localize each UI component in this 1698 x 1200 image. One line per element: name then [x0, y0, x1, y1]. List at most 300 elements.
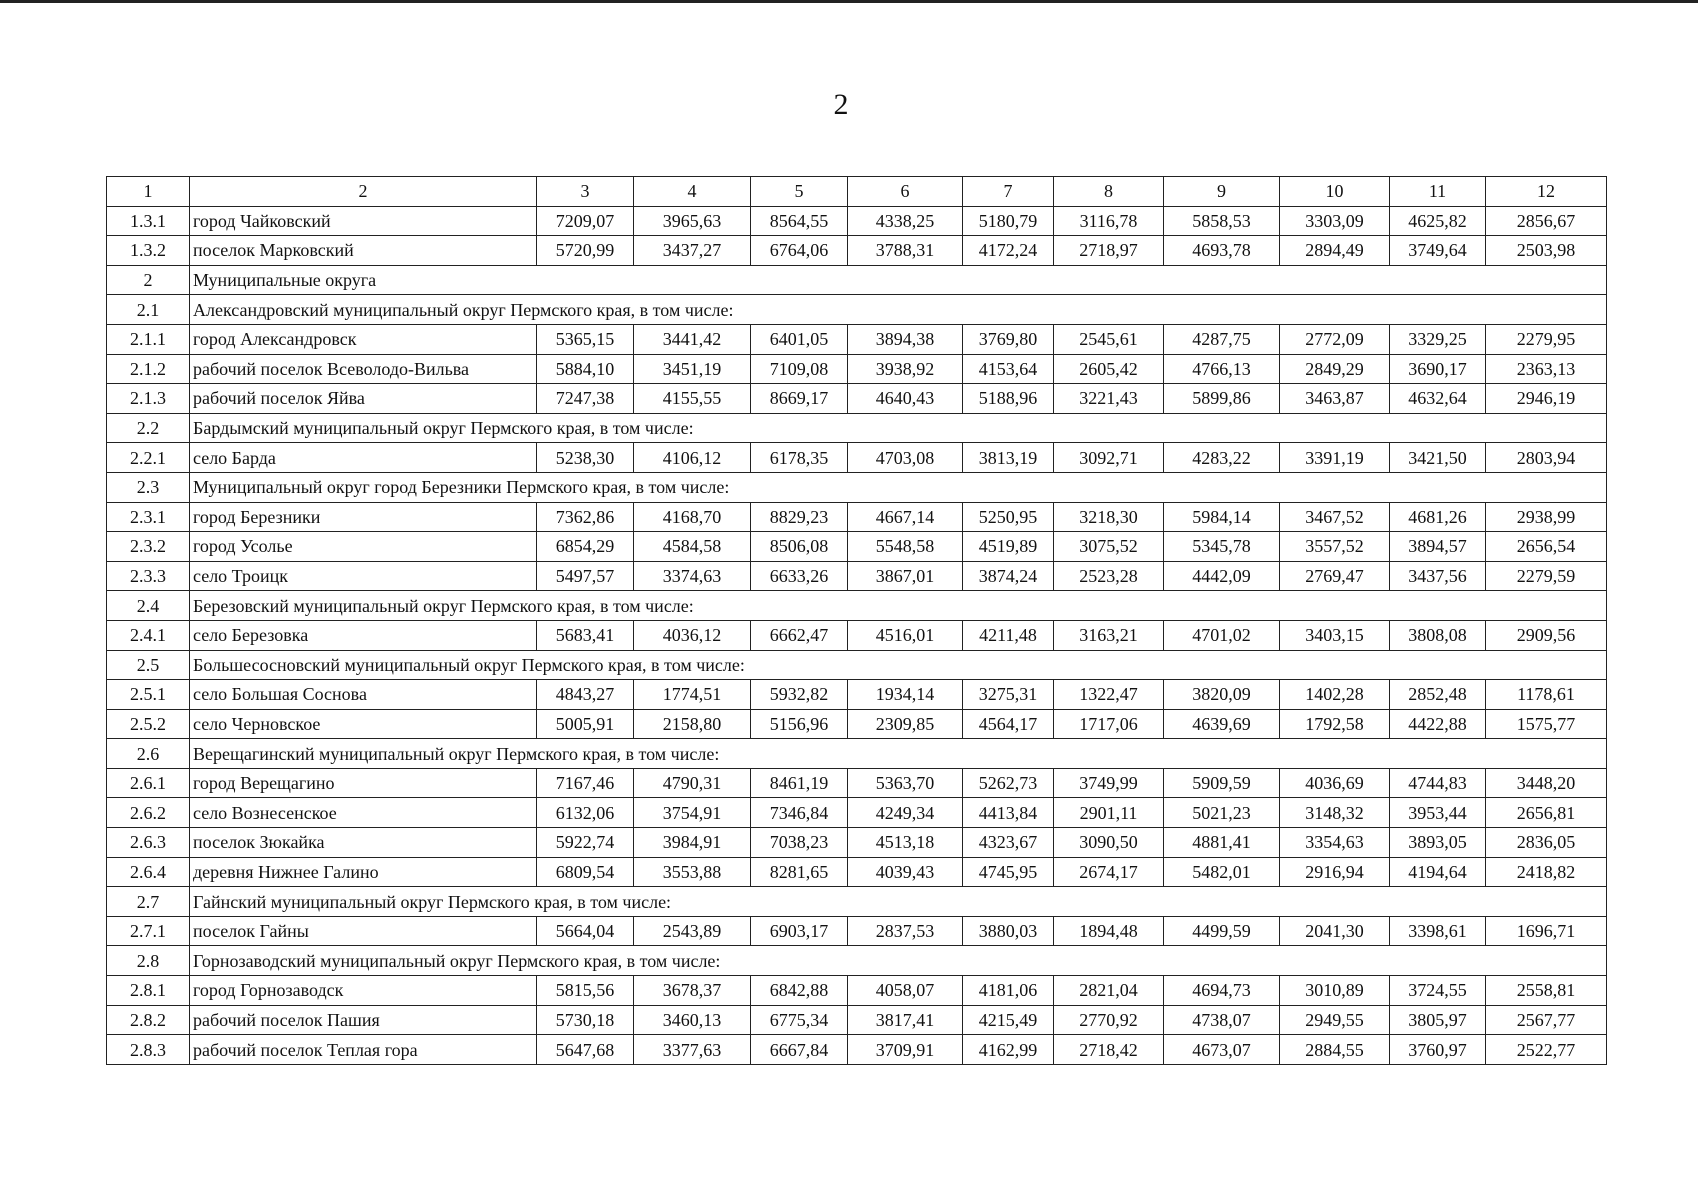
value-cell: 6401,05 — [751, 324, 848, 354]
table-row — [107, 206, 1607, 236]
row-code: 2.4.1 — [107, 620, 190, 650]
table-row — [107, 768, 1607, 798]
value-cell: 4211,48 — [963, 620, 1054, 650]
group-row — [107, 591, 1607, 621]
value-cell: 4172,24 — [963, 236, 1054, 266]
value-cell: 4249,34 — [848, 798, 963, 828]
value-cell: 4640,43 — [848, 384, 963, 414]
table-row — [107, 236, 1607, 266]
column-number-header: 8 — [1054, 177, 1164, 207]
settlement-name: город Верещагино — [190, 768, 537, 798]
row-code: 2.6.3 — [107, 828, 190, 858]
value-cell: 2852,48 — [1390, 680, 1486, 710]
value-cell: 4564,17 — [963, 709, 1054, 739]
settlement-name: село Вознесенское — [190, 798, 537, 828]
table-row — [107, 828, 1607, 858]
table-row — [107, 916, 1607, 946]
value-cell: 5922,74 — [537, 828, 634, 858]
row-code: 2.6.4 — [107, 857, 190, 887]
group-title: Большесосновский муниципальный округ Пермского края, в том числе: — [190, 650, 1607, 680]
value-cell: 4181,06 — [963, 976, 1054, 1006]
value-cell: 4701,02 — [1164, 620, 1280, 650]
value-cell: 6903,17 — [751, 916, 848, 946]
value-cell: 4625,82 — [1390, 206, 1486, 236]
table-row — [107, 384, 1607, 414]
group-title: Горнозаводский муниципальный округ Пермского края, в том числе: — [190, 946, 1607, 976]
settlement-name: село Черновское — [190, 709, 537, 739]
value-cell: 5250,95 — [963, 502, 1054, 532]
table-row — [107, 1035, 1607, 1065]
value-cell: 4745,95 — [963, 857, 1054, 887]
value-cell: 3724,55 — [1390, 976, 1486, 1006]
value-cell: 2770,92 — [1054, 1005, 1164, 1035]
table-row — [107, 502, 1607, 532]
value-cell: 2772,09 — [1280, 324, 1390, 354]
table-row — [107, 798, 1607, 828]
value-cell: 3678,37 — [634, 976, 751, 1006]
table-row — [107, 976, 1607, 1006]
value-cell: 6662,47 — [751, 620, 848, 650]
value-cell: 7109,08 — [751, 354, 848, 384]
group-title: Бардымский муниципальный округ Пермского края, в том числе: — [190, 413, 1607, 443]
value-cell: 2543,89 — [634, 916, 751, 946]
value-cell: 5984,14 — [1164, 502, 1280, 532]
table-row — [107, 857, 1607, 887]
value-cell: 4036,69 — [1280, 768, 1390, 798]
value-cell: 3391,19 — [1280, 443, 1390, 473]
value-cell: 4744,83 — [1390, 768, 1486, 798]
settlement-name: село Березовка — [190, 620, 537, 650]
value-cell: 3880,03 — [963, 916, 1054, 946]
row-code: 2.6.1 — [107, 768, 190, 798]
value-cell: 2522,77 — [1486, 1035, 1607, 1065]
value-cell: 2949,55 — [1280, 1005, 1390, 1035]
value-cell: 6842,88 — [751, 976, 848, 1006]
value-cell: 1322,47 — [1054, 680, 1164, 710]
value-cell: 5647,68 — [537, 1035, 634, 1065]
column-number-header: 6 — [848, 177, 963, 207]
value-cell: 3437,56 — [1390, 561, 1486, 591]
column-number-header: 2 — [190, 177, 537, 207]
group-title: Березовский муниципальный округ Пермского края, в том числе: — [190, 591, 1607, 621]
value-cell: 1792,58 — [1280, 709, 1390, 739]
value-cell: 2656,54 — [1486, 532, 1607, 562]
table-row — [107, 1005, 1607, 1035]
value-cell: 1717,06 — [1054, 709, 1164, 739]
value-cell: 5021,23 — [1164, 798, 1280, 828]
value-cell: 3965,63 — [634, 206, 751, 236]
value-cell: 4738,07 — [1164, 1005, 1280, 1035]
value-cell: 3148,32 — [1280, 798, 1390, 828]
value-cell: 6178,35 — [751, 443, 848, 473]
value-cell: 3221,43 — [1054, 384, 1164, 414]
value-cell: 4681,26 — [1390, 502, 1486, 532]
value-cell: 3275,31 — [963, 680, 1054, 710]
value-cell: 3938,92 — [848, 354, 963, 384]
value-cell: 6764,06 — [751, 236, 848, 266]
value-cell: 5363,70 — [848, 768, 963, 798]
row-code: 2.1 — [107, 295, 190, 325]
value-cell: 8506,08 — [751, 532, 848, 562]
value-cell: 3303,09 — [1280, 206, 1390, 236]
row-code: 2.7.1 — [107, 916, 190, 946]
group-row — [107, 650, 1607, 680]
value-cell: 2718,97 — [1054, 236, 1164, 266]
value-cell: 2545,61 — [1054, 324, 1164, 354]
value-cell: 4632,64 — [1390, 384, 1486, 414]
value-cell: 5482,01 — [1164, 857, 1280, 887]
page-number: 2 — [833, 88, 849, 121]
value-cell: 4513,18 — [848, 828, 963, 858]
value-cell: 3760,97 — [1390, 1035, 1486, 1065]
group-title: Муниципальный округ город Березники Пермского края, в том числе: — [190, 472, 1607, 502]
value-cell: 3377,63 — [634, 1035, 751, 1065]
value-cell: 7247,38 — [537, 384, 634, 414]
table-row — [107, 324, 1607, 354]
row-code: 2.5 — [107, 650, 190, 680]
value-cell: 5548,58 — [848, 532, 963, 562]
value-cell: 1894,48 — [1054, 916, 1164, 946]
row-code: 2.8 — [107, 946, 190, 976]
value-cell: 2837,53 — [848, 916, 963, 946]
value-cell: 3075,52 — [1054, 532, 1164, 562]
column-number-header: 12 — [1486, 177, 1607, 207]
settlement-name: село Барда — [190, 443, 537, 473]
value-cell: 3460,13 — [634, 1005, 751, 1035]
row-code: 2.1.2 — [107, 354, 190, 384]
group-title: Верещагинский муниципальный округ Пермского края, в том числе: — [190, 739, 1607, 769]
settlement-name: рабочий поселок Пашия — [190, 1005, 537, 1035]
value-cell: 5156,96 — [751, 709, 848, 739]
settlement-name: поселок Гайны — [190, 916, 537, 946]
group-title: Муниципальные округа — [190, 265, 1607, 295]
value-cell: 4703,08 — [848, 443, 963, 473]
value-cell: 4519,89 — [963, 532, 1054, 562]
row-code: 2.3.3 — [107, 561, 190, 591]
row-code: 2.4 — [107, 591, 190, 621]
value-cell: 2821,04 — [1054, 976, 1164, 1006]
value-cell: 2901,11 — [1054, 798, 1164, 828]
column-number-header: 1 — [107, 177, 190, 207]
value-cell: 3553,88 — [634, 857, 751, 887]
settlement-name: село Троицк — [190, 561, 537, 591]
value-cell: 4790,31 — [634, 768, 751, 798]
value-cell: 2938,99 — [1486, 502, 1607, 532]
column-number-header: 5 — [751, 177, 848, 207]
value-cell: 5365,15 — [537, 324, 634, 354]
value-cell: 2605,42 — [1054, 354, 1164, 384]
table-body — [107, 177, 1607, 1065]
row-code: 2.1.3 — [107, 384, 190, 414]
value-cell: 5238,30 — [537, 443, 634, 473]
value-cell: 3116,78 — [1054, 206, 1164, 236]
value-cell: 4499,59 — [1164, 916, 1280, 946]
value-cell: 5909,59 — [1164, 768, 1280, 798]
value-cell: 2884,55 — [1280, 1035, 1390, 1065]
value-cell: 2718,42 — [1054, 1035, 1164, 1065]
value-cell: 5664,04 — [537, 916, 634, 946]
group-row — [107, 265, 1607, 295]
value-cell: 7209,07 — [537, 206, 634, 236]
value-cell: 3437,27 — [634, 236, 751, 266]
value-cell: 2656,81 — [1486, 798, 1607, 828]
value-cell: 4036,12 — [634, 620, 751, 650]
settlement-name: город Усолье — [190, 532, 537, 562]
settlement-name: город Александровск — [190, 324, 537, 354]
value-cell: 2567,77 — [1486, 1005, 1607, 1035]
value-cell: 3354,63 — [1280, 828, 1390, 858]
value-cell: 2856,67 — [1486, 206, 1607, 236]
value-cell: 3808,08 — [1390, 620, 1486, 650]
value-cell: 3463,87 — [1280, 384, 1390, 414]
table-row — [107, 443, 1607, 473]
value-cell: 2279,95 — [1486, 324, 1607, 354]
value-cell: 5188,96 — [963, 384, 1054, 414]
value-cell: 5932,82 — [751, 680, 848, 710]
value-cell: 6775,34 — [751, 1005, 848, 1035]
value-cell: 5720,99 — [537, 236, 634, 266]
row-code: 2.2 — [107, 413, 190, 443]
value-cell: 2916,94 — [1280, 857, 1390, 887]
row-code: 1.3.1 — [107, 206, 190, 236]
value-cell: 5683,41 — [537, 620, 634, 650]
value-cell: 1178,61 — [1486, 680, 1607, 710]
settlement-name: город Чайковский — [190, 206, 537, 236]
table-row — [107, 354, 1607, 384]
value-cell: 2309,85 — [848, 709, 963, 739]
row-code: 2.2.1 — [107, 443, 190, 473]
group-row — [107, 472, 1607, 502]
row-code: 2.3 — [107, 472, 190, 502]
value-cell: 3769,80 — [963, 324, 1054, 354]
value-cell: 4287,75 — [1164, 324, 1280, 354]
value-cell: 2279,59 — [1486, 561, 1607, 591]
row-code: 2.7 — [107, 887, 190, 917]
value-cell: 2363,13 — [1486, 354, 1607, 384]
value-cell: 3749,64 — [1390, 236, 1486, 266]
value-cell: 6633,26 — [751, 561, 848, 591]
value-cell: 1696,71 — [1486, 916, 1607, 946]
value-cell: 2769,47 — [1280, 561, 1390, 591]
row-code: 2.3.2 — [107, 532, 190, 562]
value-cell: 4694,73 — [1164, 976, 1280, 1006]
value-cell: 4413,84 — [963, 798, 1054, 828]
value-cell: 6809,54 — [537, 857, 634, 887]
tariff-table — [106, 176, 1607, 1065]
value-cell: 3421,50 — [1390, 443, 1486, 473]
value-cell: 3451,19 — [634, 354, 751, 384]
value-cell: 3805,97 — [1390, 1005, 1486, 1035]
settlement-name: город Горнозаводск — [190, 976, 537, 1006]
value-cell: 1774,51 — [634, 680, 751, 710]
column-number-header: 3 — [537, 177, 634, 207]
value-cell: 8461,19 — [751, 768, 848, 798]
value-cell: 5884,10 — [537, 354, 634, 384]
value-cell: 4693,78 — [1164, 236, 1280, 266]
value-cell: 4516,01 — [848, 620, 963, 650]
value-cell: 4442,09 — [1164, 561, 1280, 591]
settlement-name: рабочий поселок Яйва — [190, 384, 537, 414]
value-cell: 3329,25 — [1390, 324, 1486, 354]
value-cell: 3894,57 — [1390, 532, 1486, 562]
value-cell: 6132,06 — [537, 798, 634, 828]
value-cell: 5005,91 — [537, 709, 634, 739]
value-cell: 3984,91 — [634, 828, 751, 858]
group-row — [107, 946, 1607, 976]
value-cell: 4283,22 — [1164, 443, 1280, 473]
value-cell: 3813,19 — [963, 443, 1054, 473]
value-cell: 4058,07 — [848, 976, 963, 1006]
value-cell: 5345,78 — [1164, 532, 1280, 562]
page-top-border — [0, 0, 1698, 3]
value-cell: 4155,55 — [634, 384, 751, 414]
table-header-row — [107, 177, 1607, 207]
column-number-header: 11 — [1390, 177, 1486, 207]
settlement-name: поселок Зюкайка — [190, 828, 537, 858]
value-cell: 4338,25 — [848, 206, 963, 236]
value-cell: 3953,44 — [1390, 798, 1486, 828]
value-cell: 2041,30 — [1280, 916, 1390, 946]
value-cell: 8669,17 — [751, 384, 848, 414]
value-cell: 3817,41 — [848, 1005, 963, 1035]
value-cell: 2503,98 — [1486, 236, 1607, 266]
settlement-name: село Большая Соснова — [190, 680, 537, 710]
value-cell: 6667,84 — [751, 1035, 848, 1065]
value-cell: 2418,82 — [1486, 857, 1607, 887]
group-row — [107, 739, 1607, 769]
row-code: 2.8.3 — [107, 1035, 190, 1065]
settlement-name: рабочий поселок Всеволодо-Вильва — [190, 354, 537, 384]
value-cell: 4584,58 — [634, 532, 751, 562]
value-cell: 3441,42 — [634, 324, 751, 354]
value-cell: 7346,84 — [751, 798, 848, 828]
value-cell: 4039,43 — [848, 857, 963, 887]
value-cell: 4162,99 — [963, 1035, 1054, 1065]
row-code: 2.8.2 — [107, 1005, 190, 1035]
value-cell: 4843,27 — [537, 680, 634, 710]
settlement-name: поселок Марковский — [190, 236, 537, 266]
value-cell: 8829,23 — [751, 502, 848, 532]
value-cell: 2849,29 — [1280, 354, 1390, 384]
value-cell: 3749,99 — [1054, 768, 1164, 798]
column-number-header: 4 — [634, 177, 751, 207]
value-cell: 2836,05 — [1486, 828, 1607, 858]
group-row — [107, 295, 1607, 325]
row-code: 2.8.1 — [107, 976, 190, 1006]
value-cell: 1575,77 — [1486, 709, 1607, 739]
table-row — [107, 532, 1607, 562]
value-cell: 3163,21 — [1054, 620, 1164, 650]
value-cell: 6854,29 — [537, 532, 634, 562]
table-row — [107, 680, 1607, 710]
value-cell: 3874,24 — [963, 561, 1054, 591]
value-cell: 4194,64 — [1390, 857, 1486, 887]
column-number-header: 10 — [1280, 177, 1390, 207]
value-cell: 3092,71 — [1054, 443, 1164, 473]
value-cell: 3557,52 — [1280, 532, 1390, 562]
group-row — [107, 887, 1607, 917]
value-cell: 3893,05 — [1390, 828, 1486, 858]
table-row — [107, 709, 1607, 739]
column-number-header: 9 — [1164, 177, 1280, 207]
value-cell: 5858,53 — [1164, 206, 1280, 236]
value-cell: 2558,81 — [1486, 976, 1607, 1006]
value-cell: 3403,15 — [1280, 620, 1390, 650]
value-cell: 3820,09 — [1164, 680, 1280, 710]
value-cell: 3090,50 — [1054, 828, 1164, 858]
value-cell: 8281,65 — [751, 857, 848, 887]
row-code: 2.3.1 — [107, 502, 190, 532]
value-cell: 4153,64 — [963, 354, 1054, 384]
value-cell: 4673,07 — [1164, 1035, 1280, 1065]
value-cell: 7167,46 — [537, 768, 634, 798]
row-code: 2.1.1 — [107, 324, 190, 354]
value-cell: 2894,49 — [1280, 236, 1390, 266]
column-number-header: 7 — [963, 177, 1054, 207]
value-cell: 3010,89 — [1280, 976, 1390, 1006]
value-cell: 3894,38 — [848, 324, 963, 354]
value-cell: 5815,56 — [537, 976, 634, 1006]
row-code: 2.6.2 — [107, 798, 190, 828]
value-cell: 3788,31 — [848, 236, 963, 266]
value-cell: 2674,17 — [1054, 857, 1164, 887]
value-cell: 1934,14 — [848, 680, 963, 710]
value-cell: 3754,91 — [634, 798, 751, 828]
value-cell: 4168,70 — [634, 502, 751, 532]
value-cell: 4422,88 — [1390, 709, 1486, 739]
value-cell: 4881,41 — [1164, 828, 1280, 858]
value-cell: 4215,49 — [963, 1005, 1054, 1035]
settlement-name: деревня Нижнее Галино — [190, 857, 537, 887]
value-cell: 2158,80 — [634, 709, 751, 739]
value-cell: 3448,20 — [1486, 768, 1607, 798]
value-cell: 2946,19 — [1486, 384, 1607, 414]
value-cell: 4667,14 — [848, 502, 963, 532]
group-row — [107, 413, 1607, 443]
group-title: Гайнский муниципальный округ Пермского края, в том числе: — [190, 887, 1607, 917]
table-row — [107, 561, 1607, 591]
value-cell: 8564,55 — [751, 206, 848, 236]
value-cell: 2909,56 — [1486, 620, 1607, 650]
value-cell: 5262,73 — [963, 768, 1054, 798]
value-cell: 5497,57 — [537, 561, 634, 591]
value-cell: 5899,86 — [1164, 384, 1280, 414]
settlement-name: город Березники — [190, 502, 537, 532]
row-code: 2.5.2 — [107, 709, 190, 739]
value-cell: 3867,01 — [848, 561, 963, 591]
value-cell: 2523,28 — [1054, 561, 1164, 591]
table-row — [107, 620, 1607, 650]
row-code: 2.6 — [107, 739, 190, 769]
group-title: Александровский муниципальный округ Пермского края, в том числе: — [190, 295, 1607, 325]
value-cell: 4639,69 — [1164, 709, 1280, 739]
value-cell: 4323,67 — [963, 828, 1054, 858]
value-cell: 5730,18 — [537, 1005, 634, 1035]
value-cell: 3467,52 — [1280, 502, 1390, 532]
value-cell: 3374,63 — [634, 561, 751, 591]
value-cell: 7038,23 — [751, 828, 848, 858]
value-cell: 4766,13 — [1164, 354, 1280, 384]
value-cell: 2803,94 — [1486, 443, 1607, 473]
value-cell: 3709,91 — [848, 1035, 963, 1065]
value-cell: 3690,17 — [1390, 354, 1486, 384]
row-code: 2.5.1 — [107, 680, 190, 710]
value-cell: 4106,12 — [634, 443, 751, 473]
row-code: 2 — [107, 265, 190, 295]
value-cell: 3218,30 — [1054, 502, 1164, 532]
settlement-name: рабочий поселок Теплая гора — [190, 1035, 537, 1065]
value-cell: 5180,79 — [963, 206, 1054, 236]
